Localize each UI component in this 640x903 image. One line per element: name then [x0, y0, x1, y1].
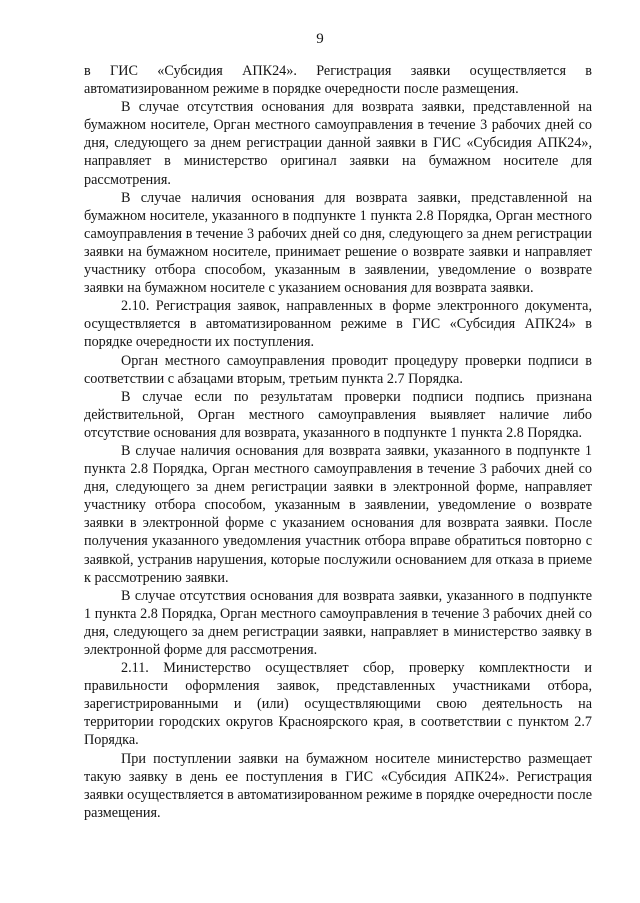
document-body	[84, 62, 592, 822]
paragraph-continuation: в ГИС «Субсидия АПК24». Регистрация заявки осуществляется в автоматизированном режиме в порядке очередности после размещения.	[84, 63, 592, 98]
paragraph-paper-received: При поступлении заявки на бумажном носителе министерство размещает такую заявку в день ее поступления в ГИС «Субсидия АПК24». Регистрация заявки осуществляется в автоматизированном режиме в порядке очередности после размещения.	[84, 750, 592, 821]
paragraph-return-paper: В случае наличия основания для возврата заявки, представленной на бумажном носителе, указанного в подпункте 1 пункта 2.8 Порядка, Орган местного самоуправления в течение 3 рабочих дней со дня, следующего за днем регистрации заявки на бумажном носителе, принимает решение о возврате заявки и направляет участнику отбора способом, указанным в заявлении, уведомление о возврате заявки на бумажном носителе с указанием основания для возврата заявки.	[84, 189, 592, 297]
paragraph-2-11: 2.11. Министерство осуществляет сбор, проверку комплектности и правильности оформления заявок, представленных участниками отбора, зарегистрированными и (или) осуществляющими свою деятельность на территории городских округов Красноярского края, в соответствии с пунктом 2.7 Порядка.	[84, 660, 592, 749]
page-number: 9	[316, 31, 324, 47]
paragraph-signature-check: Орган местного самоуправления проводит процедуру проверки подписи в соответствии с абзацами вторым, третьим пункта 2.7 Порядка.	[84, 352, 592, 387]
paragraph-signature-valid: В случае если по результатам проверки подписи подпись признана действительной, Орган местного самоуправления выявляет наличие либо отсутствие основания для возврата, указанного в подпункте 1 пункта 2.8 Порядка.	[84, 388, 592, 441]
paragraph-no-return-electronic: В случае отсутствия основания для возврата заявки, указанного в подпункте 1 пункта 2.8 Порядка, Орган местного самоуправления в течение 3 рабочих дней со дня, следующего за днем регистрации заявки, направляет в министерство заявку в электронной форме для рассмотрения.	[84, 587, 592, 658]
paragraph-return-electronic: В случае наличия основания для возврата заявки, указанного в подпункте 1 пункта 2.8 Порядка, Орган местного самоуправления в течение 3 рабочих дней со дня, следующего за днем регистрации заявки в электронной форме, направляет участнику отбора способом, указанным в заявлении, уведомление о возврате заявки в электронной форме с указанием основания для возврата заявки. После получения указанного уведомления участник отбора вправе обратиться повторно с заявкой, устранив нарушения, которые послужили основанием для отказа в приеме к рассмотрению заявки.	[84, 442, 592, 586]
paragraph-no-return-paper: В случае отсутствия основания для возврата заявки, представленной на бумажном носителе, Орган местного самоуправления в течение 3 рабочих дней со дня, следующего за днем регистрации данной заявки в ГИС «Субсидия АПК24», направляет в министерство оригинал заявки на бумажном носителе для рассмотрения.	[84, 99, 592, 188]
paragraph-2-10: 2.10. Регистрация заявок, направленных в форме электронного документа, осуществляется в автоматизированном режиме в ГИС «Субсидия АПК24» в порядке очередности их поступления.	[84, 298, 592, 351]
